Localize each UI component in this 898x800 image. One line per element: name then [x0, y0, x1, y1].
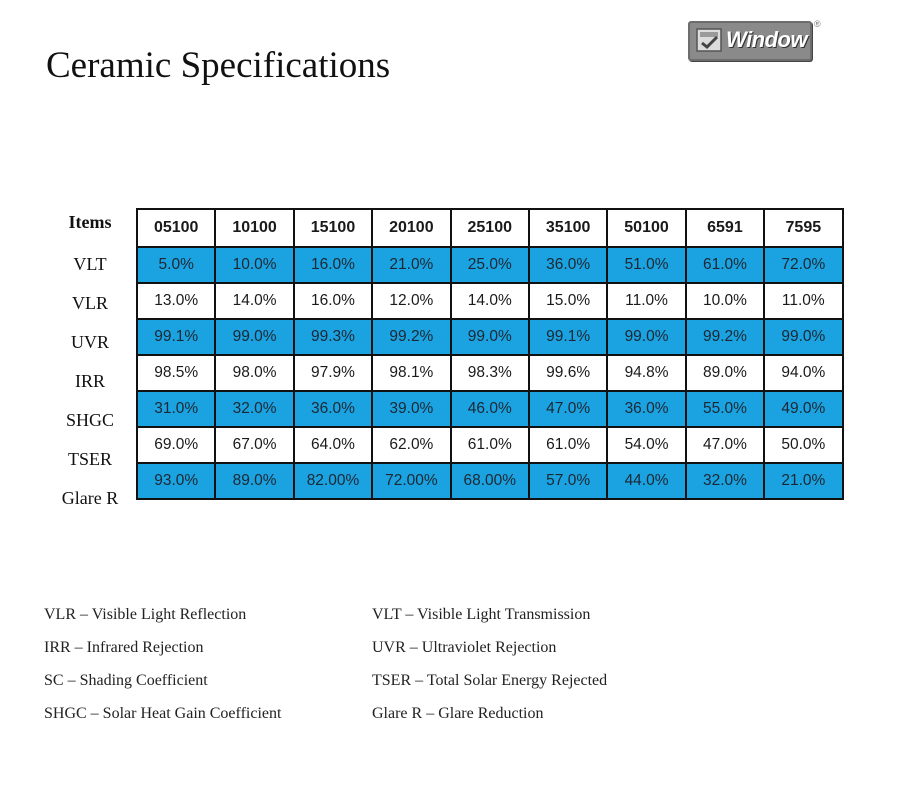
table-row — [137, 463, 843, 499]
legend-item: SHGC – Solar Heat Gain Coefficient — [44, 705, 282, 722]
registered-mark: ® — [814, 19, 821, 29]
table-cell: 51.0% — [607, 247, 685, 283]
table-cell: 61.0% — [686, 247, 764, 283]
table-row — [137, 355, 843, 391]
column-header: 25100 — [451, 209, 529, 247]
table-cell: 36.0% — [529, 247, 607, 283]
column-header: 20100 — [372, 209, 450, 247]
table-cell: 55.0% — [686, 391, 764, 427]
legend-item: VLT – Visible Light Transmission — [372, 606, 591, 623]
table-cell: 31.0% — [137, 391, 215, 427]
legend-item: VLR – Visible Light Reflection — [44, 606, 247, 623]
table-cell: 98.3% — [451, 355, 529, 391]
row-label: SHGC — [65, 410, 114, 430]
table-cell: 97.9% — [294, 355, 372, 391]
table-cell: 47.0% — [686, 427, 764, 463]
table-cell: 16.0% — [294, 247, 372, 283]
table-cell: 62.0% — [372, 427, 450, 463]
row-label: UVR — [70, 332, 109, 352]
table-cell: 10.0% — [215, 247, 293, 283]
table-cell: 99.1% — [529, 319, 607, 355]
table-cell: 99.0% — [607, 319, 685, 355]
table-cell: 61.0% — [529, 427, 607, 463]
table-row — [137, 319, 843, 355]
table-cell: 50.0% — [764, 427, 842, 463]
table-cell: 39.0% — [372, 391, 450, 427]
table-cell: 61.0% — [451, 427, 529, 463]
column-header: 6591 — [686, 209, 764, 247]
table-cell: 16.0% — [294, 283, 372, 319]
table-cell: 49.0% — [764, 391, 842, 427]
table-cell: 99.0% — [215, 319, 293, 355]
table-cell: 67.0% — [215, 427, 293, 463]
table-cell: 98.1% — [372, 355, 450, 391]
legend-left — [44, 606, 281, 738]
row-label: VLR — [72, 293, 108, 313]
table-cell: 98.0% — [215, 355, 293, 391]
table-row — [137, 247, 843, 283]
logo-text: Window — [726, 27, 808, 52]
column-header: 15100 — [294, 209, 372, 247]
row-label: VLT — [73, 254, 107, 274]
table-cell: 15.0% — [529, 283, 607, 319]
table-row — [137, 427, 843, 463]
table-cell: 54.0% — [607, 427, 685, 463]
table-corner-label: Items — [68, 212, 112, 232]
table-cell: 93.0% — [137, 463, 215, 499]
table-cell: 57.0% — [529, 463, 607, 499]
table-cell: 25.0% — [451, 247, 529, 283]
table-cell: 69.0% — [137, 427, 215, 463]
table-cell: 98.5% — [137, 355, 215, 391]
logo-badge — [688, 21, 812, 61]
table-cell: 11.0% — [764, 283, 842, 319]
row-label: TSER — [67, 449, 112, 469]
table-cell: 89.0% — [686, 355, 764, 391]
table-cell: 11.0% — [607, 283, 685, 319]
brand-logo — [688, 17, 824, 61]
table-header-row — [137, 209, 843, 247]
table-cell: 99.2% — [372, 319, 450, 355]
table-row — [137, 283, 843, 319]
table-cell: 10.0% — [686, 283, 764, 319]
spec-table — [136, 208, 844, 500]
table-cell: 14.0% — [215, 283, 293, 319]
table-cell: 12.0% — [372, 283, 450, 319]
table-cell: 99.6% — [529, 355, 607, 391]
table-cell: 89.0% — [215, 463, 293, 499]
column-header: 10100 — [215, 209, 293, 247]
table-cell: 44.0% — [607, 463, 685, 499]
table-cell: 99.0% — [764, 319, 842, 355]
table-cell: 5.0% — [137, 247, 215, 283]
column-header: 50100 — [607, 209, 685, 247]
window-icon — [696, 28, 722, 52]
table-row — [137, 391, 843, 427]
table-cell: 36.0% — [294, 391, 372, 427]
table-cell: 13.0% — [137, 283, 215, 319]
legend-item: Glare R – Glare Reduction — [372, 705, 544, 722]
table-cell: 99.1% — [137, 319, 215, 355]
table-cell: 72.0% — [764, 247, 842, 283]
legend-right — [372, 606, 607, 738]
legend-item: SC – Shading Coefficient — [44, 672, 208, 689]
table-cell: 21.0% — [372, 247, 450, 283]
table-cell: 36.0% — [607, 391, 685, 427]
page-title: Ceramic Specifications — [46, 45, 391, 86]
row-label: IRR — [74, 371, 105, 391]
table-cell: 32.0% — [686, 463, 764, 499]
row-label: Glare R — [61, 488, 119, 508]
legend-item: TSER – Total Solar Energy Rejected — [372, 672, 608, 689]
legend-item: UVR – Ultraviolet Rejection — [372, 639, 557, 656]
table-cell: 94.8% — [607, 355, 685, 391]
table-cell: 94.0% — [764, 355, 842, 391]
table-cell: 47.0% — [529, 391, 607, 427]
table-cell: 68.00% — [451, 463, 529, 499]
table-cell: 46.0% — [451, 391, 529, 427]
table-cell: 99.2% — [686, 319, 764, 355]
column-header: 7595 — [764, 209, 842, 247]
table-cell: 72.00% — [372, 463, 450, 499]
column-header: 35100 — [529, 209, 607, 247]
table-cell: 64.0% — [294, 427, 372, 463]
legend-item: IRR – Infrared Rejection — [44, 639, 204, 656]
table-cell: 32.0% — [215, 391, 293, 427]
table-cell: 99.3% — [294, 319, 372, 355]
table-cell: 21.0% — [764, 463, 842, 499]
table-cell: 99.0% — [451, 319, 529, 355]
table-cell: 14.0% — [451, 283, 529, 319]
table-cell: 82.00% — [294, 463, 372, 499]
column-header: 05100 — [137, 209, 215, 247]
